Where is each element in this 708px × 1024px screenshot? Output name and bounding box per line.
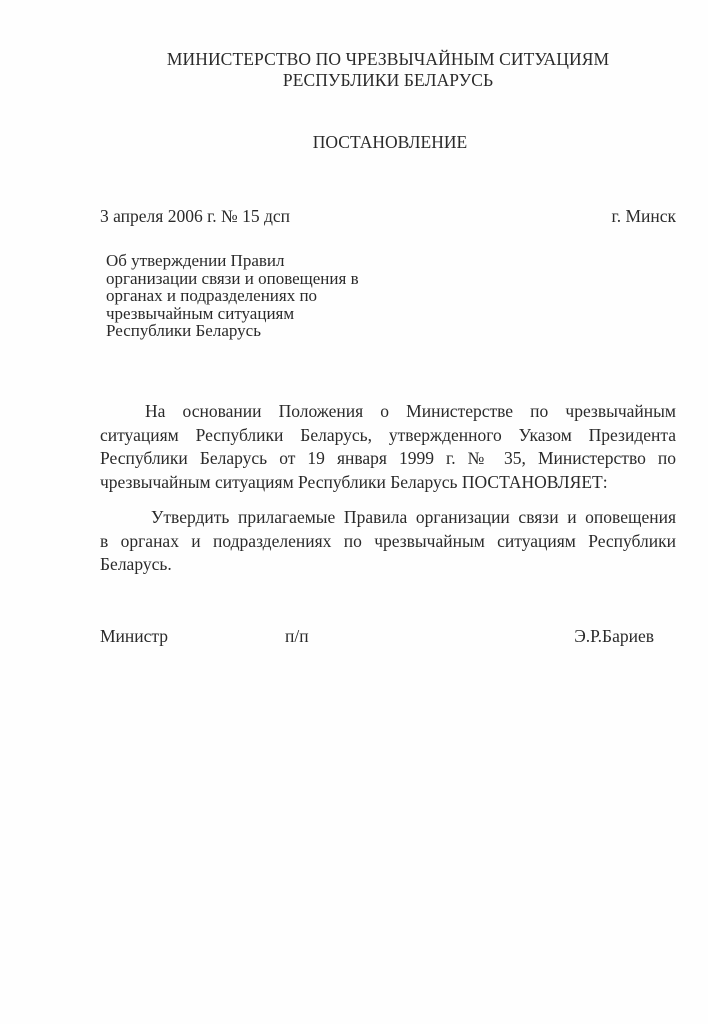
issuer-line-2: РЕСПУБЛИКИ БЕЛАРУСЬ (282, 70, 494, 90)
preamble-line: чрезвычайным ситуациям Республики Беларусь ПОСТАНОВЛЯЕТ: (100, 471, 608, 492)
subject-line: органах и подразделениях по (106, 286, 318, 305)
subject-line: Об утверждении Правил (106, 251, 285, 270)
signatory-name: Э.Р.Бариев (574, 626, 654, 646)
preamble-line: Республики Беларусь от 19 января 1999 г. № 35, Министерство по (100, 448, 676, 468)
preamble-line: ситуациям Республики Беларусь, утвержденного Указом Президента (100, 424, 676, 445)
signature-block (100, 626, 660, 647)
issuer-header (0, 49, 708, 91)
subject-line: Республики Беларусь (106, 321, 261, 340)
document-type-heading (0, 132, 708, 153)
document-type-label: ПОСТАНОВЛЕНИЕ (312, 132, 468, 152)
issuer-line-1: МИНИСТЕРСТВО ПО ЧРЕЗВЫЧАЙНЫМ СИТУАЦИЯМ (166, 49, 610, 69)
resolution-line: Утвердить прилагаемые Правила организации связи и оповещения (151, 507, 676, 527)
document-subject (106, 252, 396, 340)
date-and-number: 3 апреля 2006 г. № 15 дсп (100, 206, 291, 226)
place-of-issue: г. Минск (611, 206, 676, 226)
preamble-paragraph (100, 400, 676, 494)
preamble-line: На основании Положения о Министерстве по чрезвычайным (145, 401, 676, 421)
subject-line: организации связи и оповещения в (106, 268, 359, 288)
resolution-line: в органах и подразделениях по чрезвычайным ситуациям Республики (100, 530, 676, 551)
resolution-paragraph (100, 506, 676, 577)
resolution-line: Беларусь. (100, 554, 172, 574)
subject-line: чрезвычайным ситуациям (106, 303, 295, 323)
document-meta-row (100, 206, 676, 227)
signed-mark: п/п (285, 626, 309, 646)
signatory-title: Министр (100, 626, 169, 646)
